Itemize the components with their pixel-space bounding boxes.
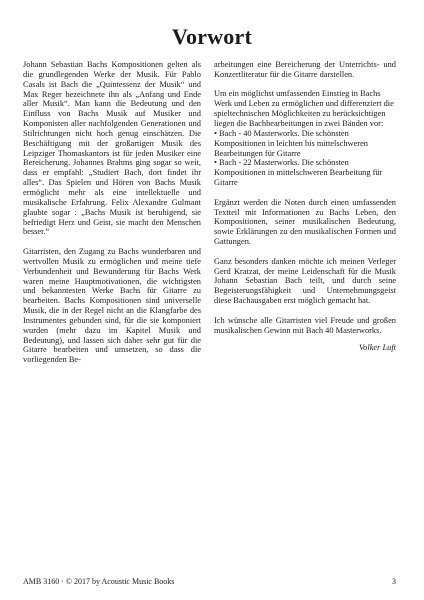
right-column [214,60,396,353]
paragraph: arbeitungen eine Bereicherung der Unterrichts- und Konzertliteratur für die Gitarre darstellen. [214,60,396,79]
volumes-intro: Um ein möglichst umfassenden Einstieg in Bachs Werk und Leben zu ermöglichen und differenziert die spieltechnischen Möglichkeiten zu berücksichtigen liegen die Bachbearbeitungen in zwei Bänden vor: [214,89,394,129]
page-number: 3 [392,577,396,586]
paragraph-volumes [214,89,396,187]
page-footer [23,577,396,586]
paragraph: Ich wünsche alle Gitarristen viel Freude und großen musikalischen Gewinn mit Bach 40 Masterworks. [214,315,396,335]
paragraph: Ergänzt werden die Noten durch einen umfassenden Textteil mit Informationen zu Bachs Leben, den Kompositionen, seiner musikalischen Bedeutung, sowie Erklärungen zu den musikalischen Formen und Gattungen. [214,197,396,247]
volume-item: • Bach - 22 Masterworks. Die schönsten Kompositionen in mittelschweren Bearbeitung für Gitarre [214,158,383,188]
page-title: Vorwort [171,24,252,49]
paragraph: Gitarristen, den Zugang zu Bachs wunderbaren und wertvollen Musik zu ermöglichen und meine tiefe Verbundenheit und Bewunderung für Bachs Werk waren meine Hauptmotivationen, die wichtigsten und bekanntesten Werke Bachs für Gitarre zu bearbeiten. Bachs Kompositionen sind universelle Musik, die in der Regel nicht an die Klangfarbe des Instrumentes gebunden sind, für die sie komponiert wurden (mehr dazu im Kapitel Musik und Bedeutung), und lassen sich daher sehr gut für die Gitarre bearbeiten und umsetzen, so dass die vorliegenden Be- [23,246,201,365]
footer-copyright: AMB 3160 · © 2017 by Acoustic Music Books [23,577,175,586]
left-column [23,60,201,375]
paragraph: Johann Sebastian Bachs Kompositionen gelten als die grundlegenden Werke der Musik. Für Pablo Casals ist Bach die „Quintessenz der Musik“ und Max Reger bezeichnete ihn als „Anfang und Ende aller Musik“. Man kann die Bedeutung und den Einfluss von Bachs Musik auf Musiker und Komponisten aller nachfolgenden Generationen und Stilrichtungen nicht hoch genug einschätzen. Die Beschäftigung mit der großartigen Musik des Leipziger Thomaskantors ist für jeden Musiker eine Bereicherung. Johannes Brahms ging sogar so weit, dass er empfahl: „Studiert Bach, dort findet ihr alles“. Das Spielen und Hören von Bachs Musik ermöglicht mehr als eine intellektuelle und musikalische Erfahrung. Felix Alexandre Gulmant glaubte sogar : „Bachs Musik ist beruhigend, sie befriedigt Herz und Geist, sie macht den Menschen besser.“ [23,60,201,237]
paragraph: Ganz besonders danken möchte ich meinen Verleger Gerd Kratzat, der meine Leidenschaft für die Musik Johann Sebastian Bach teilt, und durch seine Begeisterungsfähigkeit und Unternehmungsgeist diese Bachausgaben erst möglich gemacht hat. [214,256,396,306]
volume-item: • Bach - 40 Masterworks. Die schönsten Kompositionen in leichten bis mittelschweren Bearbeitungen für Gitarre [214,128,368,158]
author-signature: Volker Luft [359,343,396,353]
